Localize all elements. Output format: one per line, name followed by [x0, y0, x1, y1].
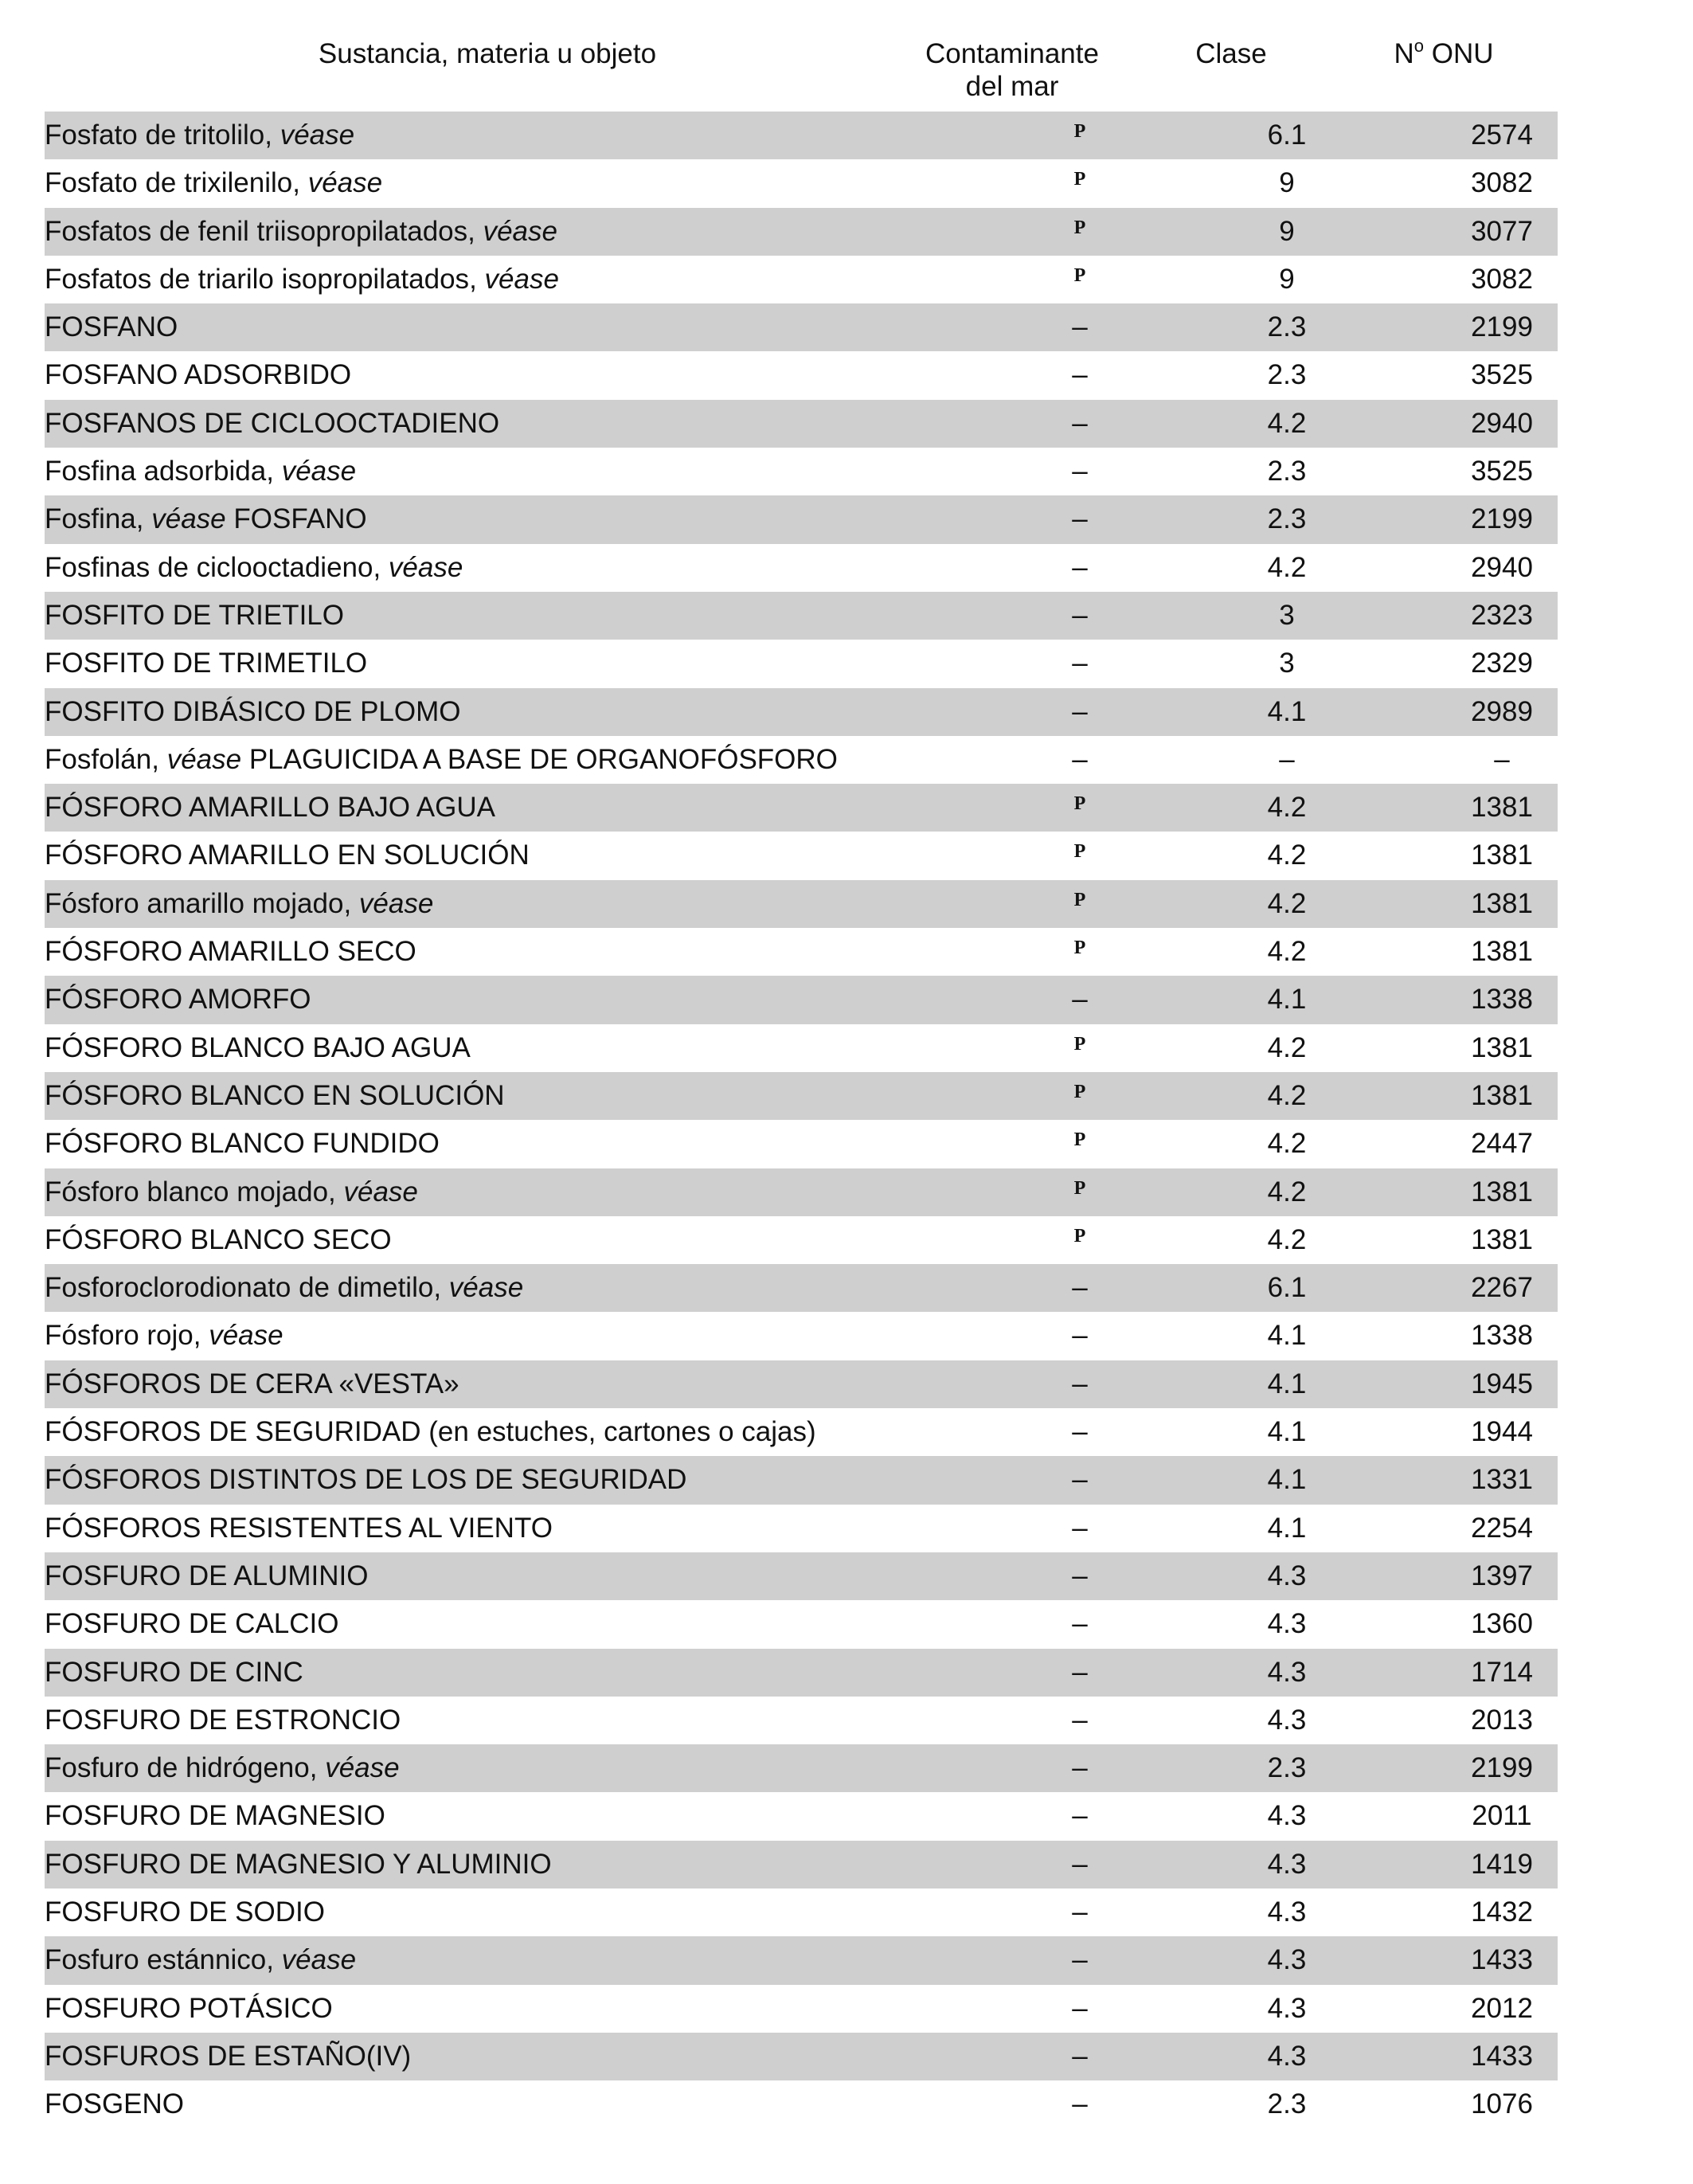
see-reference: véase [307, 167, 383, 199]
un-number-cell: 1381 [1471, 1031, 1533, 1063]
class-cell: 4.2 [1267, 1223, 1307, 1255]
column-header-un-sup: o [1413, 36, 1425, 56]
marine-pollutant-cell: – [1072, 984, 1088, 1016]
substance-name-separator: , [343, 887, 359, 919]
marine-pollutant-cell: – [1072, 1944, 1088, 1976]
un-number-cell: 1360 [1471, 1608, 1533, 1640]
substance-name-cell [45, 688, 921, 736]
un-number-cell: 1338 [1471, 984, 1533, 1016]
substance-name-cell [45, 976, 921, 1024]
marine-pollutant-cell: – [1072, 1896, 1088, 1928]
class-cell: 4.1 [1267, 1320, 1307, 1352]
class-cell: 9 [1279, 215, 1295, 247]
class-cell: 4.1 [1267, 695, 1307, 727]
un-number-cell: 1432 [1471, 1896, 1533, 1928]
substance-name: FOSFITO DIBÁSICO DE PLOMO [45, 695, 461, 727]
un-number-cell: 1397 [1471, 1560, 1533, 1591]
see-reference: véase [484, 263, 559, 295]
table-row [45, 1552, 1558, 1600]
substance-name: FÓSFOROS DE CERA «VESTA» [45, 1368, 459, 1399]
marine-pollutant-cell: – [1072, 359, 1088, 391]
substance-name-cell [45, 208, 921, 256]
table-row [45, 112, 1558, 159]
substance-name-separator: , [266, 1944, 282, 1976]
marine-pollutant-cell: P [1073, 937, 1086, 959]
un-number-cell: 1338 [1471, 1320, 1533, 1352]
class-cell: 6.1 [1267, 119, 1307, 151]
marine-pollutant-cell: P [1073, 217, 1086, 238]
table-row [45, 1456, 1558, 1504]
marine-pollutant-cell: P [1073, 841, 1086, 863]
substance-name: FÓSFORO BLANCO SECO [45, 1223, 392, 1255]
substance-name: FÓSFOROS RESISTENTES AL VIENTO [45, 1512, 553, 1544]
substance-name-cell [45, 1841, 921, 1888]
marine-pollutant-cell: P [1073, 1081, 1086, 1102]
table-row [45, 1888, 1558, 1936]
class-cell: 4.2 [1267, 407, 1307, 439]
substance-name-cell [45, 1120, 921, 1168]
table-row [45, 1600, 1558, 1648]
class-cell: 3 [1279, 599, 1295, 631]
substance-name-cell [45, 1600, 921, 1648]
marine-pollutant-cell: – [1072, 1992, 1088, 2024]
marine-pollutant-cell: – [1072, 503, 1088, 535]
table-row [45, 736, 1558, 784]
class-cell: 4.3 [1267, 1896, 1307, 1928]
substance-name-separator: , [151, 743, 167, 775]
substance-name-separator: , [433, 1272, 449, 1304]
class-cell: 2.3 [1267, 359, 1307, 391]
class-cell: 4.2 [1267, 887, 1307, 919]
substance-name-cell [45, 2080, 921, 2128]
substance-name-separator: , [266, 456, 282, 487]
un-number-cell: 2199 [1471, 1752, 1533, 1784]
un-number-cell: 1433 [1471, 2040, 1533, 2072]
substance-name: FÓSFORO BLANCO FUNDIDO [45, 1128, 440, 1160]
class-cell: 2.3 [1267, 311, 1307, 343]
marine-pollutant-cell: – [1072, 1656, 1088, 1688]
un-number-cell: 2574 [1471, 119, 1533, 151]
substance-name: Fosfato de tritolilo [45, 119, 265, 151]
marine-pollutant-cell: – [1072, 2040, 1088, 2072]
substance-name-cell [45, 112, 921, 159]
marine-pollutant-cell: – [1072, 1560, 1088, 1591]
un-number-cell: 1076 [1471, 2088, 1533, 2120]
substance-name-cell [45, 351, 921, 399]
substance-name-cell [45, 1216, 921, 1264]
substance-name-cell [45, 1456, 921, 1504]
substance-name: Fosfato de trixilenilo [45, 167, 293, 199]
see-reference-target: PLAGUICIDA A BASE DE ORGANOFÓSFORO [241, 743, 838, 775]
class-cell: 4.3 [1267, 1560, 1307, 1591]
marine-pollutant-cell: – [1072, 648, 1088, 679]
substance-name-cell [45, 256, 921, 303]
substance-name: Fosfuro de hidrógeno [45, 1752, 310, 1784]
substance-name-cell [45, 1408, 921, 1456]
see-reference-target: FOSFANO [225, 503, 367, 535]
class-cell: 4.2 [1267, 1128, 1307, 1160]
substance-name: Fosfina [45, 503, 136, 535]
substance-name-cell [45, 400, 921, 448]
see-reference: véase [343, 1176, 418, 1207]
un-number-cell: 3525 [1471, 359, 1533, 391]
marine-pollutant-cell: – [1072, 551, 1088, 583]
substance-name-cell [45, 928, 921, 976]
column-header-class: Clase [1195, 38, 1267, 69]
table-row [45, 1649, 1558, 1697]
substance-name-cell [45, 2033, 921, 2080]
class-cell: 4.1 [1267, 1464, 1307, 1496]
class-cell: 4.3 [1267, 1608, 1307, 1640]
class-cell: 4.3 [1267, 2040, 1307, 2072]
substance-name-separator: , [467, 215, 483, 247]
substance-name-cell [45, 495, 921, 543]
table-row [45, 1408, 1558, 1456]
un-number-cell: 2012 [1471, 1992, 1533, 2024]
un-number-cell: 2254 [1471, 1512, 1533, 1544]
substance-name: Fosfatos de fenil triisopropilatados [45, 215, 468, 247]
class-cell: 4.3 [1267, 1848, 1307, 1880]
table-row [45, 495, 1558, 543]
see-reference: véase [358, 887, 434, 919]
marine-pollutant-cell: – [1072, 1800, 1088, 1832]
marine-pollutant-cell: – [1072, 456, 1088, 487]
table-row [45, 1697, 1558, 1744]
marine-pollutant-cell: – [1072, 1272, 1088, 1304]
table-row [45, 1024, 1558, 1072]
see-reference: véase [325, 1752, 400, 1784]
table-row [45, 688, 1558, 736]
un-number-cell: 2940 [1471, 407, 1533, 439]
table-row [45, 1792, 1558, 1840]
un-number-cell: 1381 [1471, 1176, 1533, 1207]
class-cell: 4.2 [1267, 1079, 1307, 1111]
class-cell: 4.2 [1267, 1031, 1307, 1063]
marine-pollutant-cell: – [1072, 1512, 1088, 1544]
table-row [45, 1841, 1558, 1888]
un-number-cell: 2989 [1471, 695, 1533, 727]
table-row [45, 1505, 1558, 1552]
table-row [45, 159, 1558, 207]
class-cell: 4.2 [1267, 1176, 1307, 1207]
substance-name: FOSFANOS DE CICLOOCTADIENO [45, 407, 500, 439]
marine-pollutant-cell: P [1073, 793, 1086, 815]
see-reference: véase [280, 119, 355, 151]
marine-pollutant-cell: P [1073, 1033, 1086, 1055]
see-reference: véase [151, 503, 226, 535]
substance-name-cell [45, 1312, 921, 1360]
substance-name: FÓSFOROS DISTINTOS DE LOS DE SEGURIDAD [45, 1464, 687, 1496]
substance-name: FOSFURO DE SODIO [45, 1896, 325, 1928]
class-cell: 4.2 [1267, 792, 1307, 824]
un-number-cell: 1381 [1471, 1223, 1533, 1255]
substance-name: Fósforo blanco mojado [45, 1176, 329, 1207]
column-header-marine-line1: Contaminante [925, 38, 1099, 69]
column-header-un-prefix: N [1394, 38, 1414, 69]
substance-name: FÓSFORO AMARILLO EN SOLUCIÓN [45, 840, 530, 871]
substance-name-cell [45, 1649, 921, 1697]
substance-name: Fosfuro estánnico [45, 1944, 267, 1976]
see-reference: véase [281, 1944, 357, 1976]
table-row [45, 1264, 1558, 1312]
substance-name-cell [45, 1360, 921, 1408]
marine-pollutant-cell: – [1072, 407, 1088, 439]
un-number-cell: – [1494, 743, 1510, 775]
un-number-cell: 2447 [1471, 1128, 1533, 1160]
substance-name: FÓSFORO BLANCO BAJO AGUA [45, 1031, 471, 1063]
substance-name-cell [45, 1697, 921, 1744]
substance-name-cell [45, 303, 921, 351]
table-row [45, 928, 1558, 976]
column-header-marine-pollutant [893, 37, 1132, 103]
substance-name-cell [45, 1888, 921, 1936]
un-number-cell: 3082 [1471, 167, 1533, 199]
class-cell: 6.1 [1267, 1272, 1307, 1304]
un-number-cell: 1331 [1471, 1464, 1533, 1496]
table-row [45, 880, 1558, 928]
substance-name: Fosfinas de ciclooctadieno [45, 551, 373, 583]
class-cell: 2.3 [1267, 503, 1307, 535]
class-cell: 4.1 [1267, 1368, 1307, 1399]
substance-name-cell [45, 1264, 921, 1312]
substance-name-separator: , [469, 263, 485, 295]
see-reference: véase [448, 1272, 524, 1304]
see-reference: véase [483, 215, 557, 247]
substance-name: FOSFURO DE MAGNESIO [45, 1800, 385, 1832]
table-row [45, 544, 1558, 592]
marine-pollutant-cell: – [1072, 695, 1088, 727]
substance-name: FOSGENO [45, 2088, 185, 2120]
class-cell: 9 [1279, 167, 1295, 199]
marine-pollutant-cell: P [1073, 1129, 1086, 1151]
un-number-cell: 3082 [1471, 263, 1533, 295]
table-row [45, 208, 1558, 256]
substance-name-separator: , [193, 1320, 209, 1352]
substance-name: Fosfatos de triarilo isopropilatados [45, 263, 470, 295]
class-cell: – [1279, 743, 1295, 775]
table-row [45, 400, 1558, 448]
un-number-cell: 1381 [1471, 792, 1533, 824]
un-number-cell: 2267 [1471, 1272, 1533, 1304]
un-number-cell: 1381 [1471, 840, 1533, 871]
substance-name-cell [45, 1936, 921, 1984]
substance-name: FÓSFOROS DE SEGURIDAD (en estuches, cartones o cajas) [45, 1416, 816, 1448]
marine-pollutant-cell: – [1072, 1464, 1088, 1496]
substance-name-cell [45, 1985, 921, 2033]
marine-pollutant-cell: – [1072, 1704, 1088, 1736]
substance-name-cell [45, 1024, 921, 1072]
class-cell: 4.3 [1267, 1704, 1307, 1736]
table-row [45, 1360, 1558, 1408]
un-number-cell: 2323 [1471, 599, 1533, 631]
marine-pollutant-cell: P [1073, 1225, 1086, 1247]
class-cell: 4.3 [1267, 1944, 1307, 1976]
marine-pollutant-cell: – [1072, 1608, 1088, 1640]
table-row [45, 351, 1558, 399]
substance-name: Fosfina adsorbida [45, 456, 267, 487]
un-number-cell: 3077 [1471, 215, 1533, 247]
un-number-cell: 1714 [1471, 1656, 1533, 1688]
substance-name: Fosfolán [45, 743, 152, 775]
substance-name-cell [45, 1505, 921, 1552]
un-number-cell: 2199 [1471, 311, 1533, 343]
substance-name-cell [45, 784, 921, 832]
class-cell: 4.2 [1267, 551, 1307, 583]
see-reference: véase [209, 1320, 283, 1352]
table-row [45, 1072, 1558, 1120]
column-header-un-number [1360, 37, 1527, 70]
substance-table [45, 0, 1558, 2120]
marine-pollutant-cell: – [1072, 1368, 1088, 1399]
substance-name: FOSFITO DE TRIMETILO [45, 648, 368, 679]
un-number-cell: 1381 [1471, 1079, 1533, 1111]
substance-name: FOSFURO DE CINC [45, 1656, 303, 1688]
un-number-cell: 2199 [1471, 503, 1533, 535]
substance-name: FOSFANO ADSORBIDO [45, 359, 352, 391]
un-number-cell: 1433 [1471, 1944, 1533, 1976]
un-number-cell: 2011 [1472, 1800, 1532, 1832]
substance-name-cell [45, 1792, 921, 1840]
substance-name-cell [45, 1552, 921, 1600]
un-number-cell: 1419 [1471, 1848, 1533, 1880]
un-number-cell: 2013 [1471, 1704, 1533, 1736]
table-row [45, 2033, 1558, 2080]
substance-name: FÓSFORO BLANCO EN SOLUCIÓN [45, 1079, 505, 1111]
class-cell: 4.2 [1267, 936, 1307, 968]
table-row [45, 1120, 1558, 1168]
marine-pollutant-cell: – [1072, 743, 1088, 775]
table-row [45, 784, 1558, 832]
marine-pollutant-cell: P [1073, 264, 1086, 286]
marine-pollutant-cell: – [1072, 2088, 1088, 2120]
substance-name-cell [45, 159, 921, 207]
substance-name: Fósforo rojo [45, 1320, 194, 1352]
substance-name-cell [45, 1744, 921, 1792]
marine-pollutant-cell: P [1073, 889, 1086, 910]
substance-name-cell [45, 880, 921, 928]
substance-name-cell [45, 1168, 921, 1216]
table-row [45, 1985, 1558, 2033]
see-reference: véase [388, 551, 463, 583]
table-row [45, 1216, 1558, 1264]
substance-name-separator: , [328, 1176, 344, 1207]
table-row [45, 832, 1558, 879]
class-cell: 2.3 [1267, 2088, 1307, 2120]
substance-name-separator: , [309, 1752, 326, 1784]
see-reference: véase [281, 456, 357, 487]
class-cell: 4.3 [1267, 1800, 1307, 1832]
table-row [45, 1312, 1558, 1360]
substance-name-separator: , [292, 167, 308, 199]
substance-name-separator: , [373, 551, 389, 583]
substance-name: FOSFUROS DE ESTAÑO(IV) [45, 2040, 412, 2072]
marine-pollutant-cell: – [1072, 1848, 1088, 1880]
substance-name: FOSFITO DE TRIETILO [45, 599, 344, 631]
substance-name: FOSFURO DE ESTRONCIO [45, 1704, 401, 1736]
column-header-un-suffix: ONU [1424, 38, 1494, 69]
table-row [45, 448, 1558, 495]
substance-name: FOSFURO DE MAGNESIO Y ALUMINIO [45, 1848, 552, 1880]
table-row [45, 1744, 1558, 1792]
table-row [45, 303, 1558, 351]
substance-name-separator: , [264, 119, 280, 151]
marine-pollutant-cell: – [1072, 599, 1088, 631]
table-body [45, 112, 1558, 2128]
class-cell: 9 [1279, 263, 1295, 295]
table-row [45, 640, 1558, 687]
class-cell: 2.3 [1267, 456, 1307, 487]
substance-name-cell [45, 736, 921, 784]
marine-pollutant-cell: – [1072, 1416, 1088, 1448]
column-header-marine-line2: del mar [965, 71, 1059, 102]
substance-name: Fosforoclorodionato de dimetilo [45, 1272, 434, 1304]
class-cell: 4.3 [1267, 1992, 1307, 2024]
class-cell: 4.3 [1267, 1656, 1307, 1688]
class-cell: 4.1 [1267, 1416, 1307, 1448]
un-number-cell: 1944 [1471, 1416, 1533, 1448]
substance-name: FÓSFORO AMARILLO BAJO AGUA [45, 792, 495, 824]
substance-name-cell [45, 544, 921, 592]
table-row [45, 256, 1558, 303]
un-number-cell: 3525 [1471, 456, 1533, 487]
substance-name-cell [45, 448, 921, 495]
table-header [45, 0, 1558, 112]
marine-pollutant-cell: – [1072, 311, 1088, 343]
un-number-cell: 1945 [1471, 1368, 1533, 1399]
marine-pollutant-cell: – [1072, 1320, 1088, 1352]
class-cell: 3 [1279, 648, 1295, 679]
column-header-name: Sustancia, materia u objeto [318, 38, 657, 69]
table-row [45, 976, 1558, 1024]
substance-name-cell [45, 1072, 921, 1120]
table-row [45, 2080, 1558, 2128]
class-cell: 2.3 [1267, 1752, 1307, 1784]
substance-name-separator: , [135, 503, 152, 535]
substance-name: FOSFURO DE CALCIO [45, 1608, 339, 1640]
marine-pollutant-cell: P [1073, 1177, 1086, 1199]
un-number-cell: 2940 [1471, 551, 1533, 583]
substance-name-cell [45, 640, 921, 687]
class-cell: 4.2 [1267, 840, 1307, 871]
un-number-cell: 2329 [1471, 648, 1533, 679]
un-number-cell: 1381 [1471, 936, 1533, 968]
see-reference: véase [166, 743, 242, 775]
substance-name-cell [45, 832, 921, 879]
substance-name: Fósforo amarillo mojado [45, 887, 344, 919]
substance-name-cell [45, 592, 921, 640]
marine-pollutant-cell: – [1072, 1752, 1088, 1784]
substance-name: FÓSFORO AMARILLO SECO [45, 936, 416, 968]
marine-pollutant-cell: P [1073, 169, 1086, 190]
table-row [45, 1168, 1558, 1216]
class-cell: 4.1 [1267, 1512, 1307, 1544]
substance-name: FOSFURO POTÁSICO [45, 1992, 333, 2024]
class-cell: 4.1 [1267, 984, 1307, 1016]
substance-name: FOSFURO DE ALUMINIO [45, 1560, 369, 1591]
substance-name: FÓSFORO AMORFO [45, 984, 311, 1016]
un-number-cell: 1381 [1471, 887, 1533, 919]
table-row [45, 1936, 1558, 1984]
substance-name: FOSFANO [45, 311, 178, 343]
table-row [45, 592, 1558, 640]
marine-pollutant-cell: P [1073, 121, 1086, 142]
